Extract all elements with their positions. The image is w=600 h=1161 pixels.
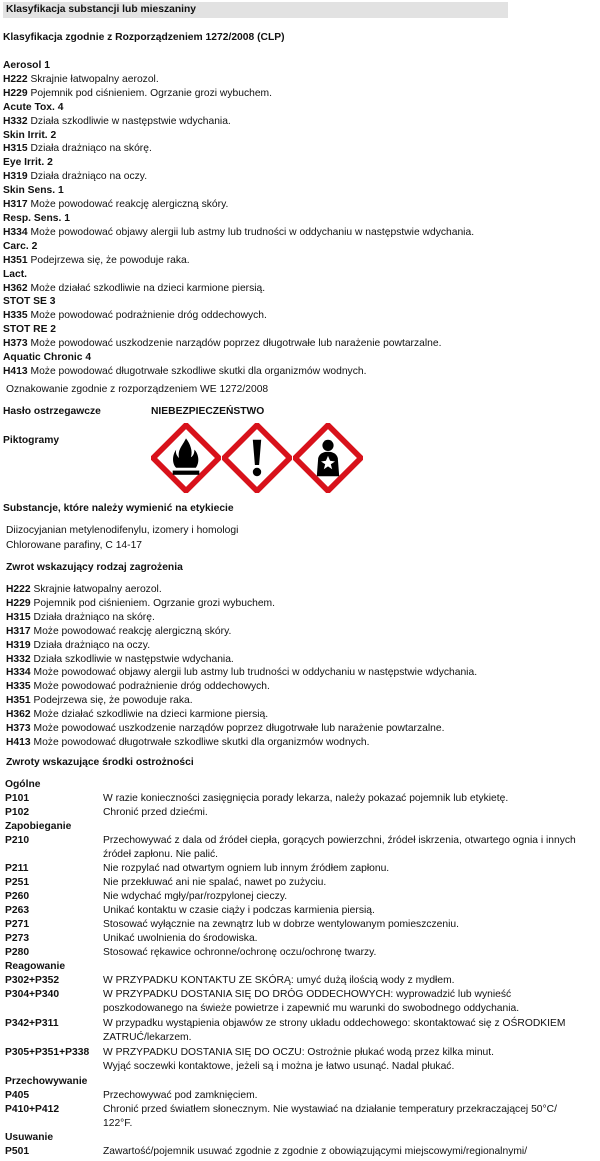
h-code: H334 (3, 226, 28, 238)
h-text: Pojemnik pod ciśnieniem. Ogrzanie grozi wybuchem. (27, 87, 273, 99)
h-text: Może powodować długotrwałe szkodliwe skutki dla organizmów wodnych. (27, 365, 367, 377)
p-text: Unikać kontaktu w czasie ciąży i podczas karmienia piersią. (103, 905, 375, 916)
p-text: W razie konieczności zasięgnięcia porady lekarza, należy pokazać pojemnik lub etykietę. (103, 793, 509, 804)
pictograms-label: Piktogramy (3, 435, 60, 446)
h-text: Działa szkodliwie w następstwie wdychania. (27, 115, 231, 127)
h-code: H317 (6, 625, 31, 637)
substances-title: Substancje, które należy wymienić na etykiecie (3, 503, 234, 514)
subhead-usuwanie: Usuwanie (5, 1132, 54, 1143)
p-code: P101 (5, 793, 30, 804)
h-text: Działa drażniąco na skórę. (30, 611, 155, 623)
h-code: H319 (6, 639, 31, 651)
subhead-przechowywanie: Przechowywanie (5, 1076, 88, 1087)
p-text: Stosować wyłącznie na zewnątrz lub w dobrze wentylowanym pomieszczeniu. (103, 919, 459, 930)
hazard-statement (3, 142, 474, 156)
substance-1: Diizocyjanian metylenodifenylu, izomery i homologi (6, 525, 239, 536)
h-text: Może powodować objawy alergii lub astmy lub trudności w oddychaniu w następstwie wdychania. (27, 226, 475, 238)
hazard-statement (6, 694, 477, 708)
h-text: Działa drażniąco na oczy. (27, 171, 148, 183)
h-text: Może powodować uszkodzenie narządów poprzez długotrwałe lub narażenie powtarzalne. (27, 338, 442, 350)
h-code: H413 (6, 736, 31, 748)
hazard-statement (6, 597, 477, 611)
h-text: Może działać szkodliwie na dzieci karmione piersią. (30, 709, 269, 721)
hazard-statement (3, 198, 474, 212)
p-text: Wyjąć soczewki kontaktowe, jeżeli są i można je łatwo usunąć. Nadal płukać. (103, 1061, 455, 1072)
hazard-category: STOT RE 2 (3, 324, 57, 336)
p-text: Zawartość/pojemnik usuwać zgodnie z zgodnie z obowiązującymi miejscowymi/regionalnymi/ (103, 1146, 528, 1157)
h-text: Działa drażniąco na oczy. (30, 639, 151, 651)
h-code: H222 (3, 73, 28, 85)
h-code: H319 (3, 171, 28, 183)
p-text: Nie wdychać mgły/par/rozpylonej cieczy. (103, 891, 288, 902)
p-code: P305+P351+P338 (5, 1047, 90, 1058)
precaution-title: Zwroty wskazujące środki ostrożności (6, 757, 194, 768)
hazard-category: Aerosol 1 (3, 60, 50, 71)
hazard-statement (6, 722, 477, 736)
subhead-ogolne: Ogólne (5, 779, 41, 790)
h-code: H413 (3, 365, 28, 377)
h-code: H332 (6, 653, 31, 665)
hazard-statement (3, 337, 474, 351)
h-code: H373 (6, 723, 31, 735)
h-code: H335 (3, 310, 28, 322)
p-text: Nie przekłuwać ani nie spalać, nawet po zużyciu. (103, 877, 327, 888)
h-code: H229 (3, 87, 28, 99)
p-code: P304+P340 (5, 989, 60, 1000)
hazard-category: Carc. 2 (3, 240, 38, 252)
h-text: Skrajnie łatwopalny aerozol. (30, 584, 162, 595)
h-code: H362 (6, 709, 31, 721)
h-text: Może powodować reakcję alergiczną skóry. (30, 625, 232, 637)
hazard-title: Zwrot wskazujący rodzaj zagrożenia (6, 562, 183, 573)
h-code: H315 (6, 611, 31, 623)
p-code: P501 (5, 1146, 30, 1157)
h-text: Może działać szkodliwie na dzieci karmione piersią. (27, 282, 266, 294)
hazard-statement (6, 639, 477, 653)
p-text: Przechowywać pod zamknięciem. (103, 1090, 258, 1101)
p-text: Unikać uwolnienia do środowiska. (103, 933, 258, 944)
hazard-statement (6, 736, 477, 750)
h-text: Może powodować objawy alergii lub astmy lub trudności w oddychaniu w następstwie wdychania. (30, 667, 478, 679)
hazard-statement (3, 282, 474, 296)
h-text: Może powodować reakcję alergiczną skóry. (27, 199, 229, 211)
section-header: Klasyfikacja substancji lub mieszaniny (3, 2, 508, 18)
h-code: H317 (3, 199, 28, 211)
p-text: W przypadku wystąpienia objawów ze strony układu oddechowego: skontaktować się z OŚRODKIEM ZATRUĆ/lekarzem. (103, 1018, 566, 1043)
hazard-category: Lact. (3, 268, 28, 280)
hazard-statement (3, 365, 474, 379)
labelling-title: Oznakowanie zgodnie z rozporządzeniem WE 1272/2008 (6, 384, 269, 395)
h-text: Pojemnik pod ciśnieniem. Ogrzanie grozi wybuchem. (30, 597, 276, 609)
hazard-statement (3, 115, 474, 129)
p-code: P342+P311 (5, 1018, 59, 1029)
hazard-category: Eye Irrit. 2 (3, 157, 53, 169)
exclamation-mark-icon (222, 423, 292, 493)
hazard-statement (3, 309, 474, 323)
p-code: P410+P412 (5, 1104, 60, 1115)
flame-icon (151, 423, 221, 493)
subhead-zapobieganie: Zapobieganie (5, 821, 72, 832)
hazard-statement (3, 254, 474, 268)
p-text: W PRZYPADKU DOSTANIA SIĘ DO DRÓG ODDECHOWYCH: wyprowadzić lub wynieść poszkodowanego na świeże powietrze i zapewnić mu warunki do swobodnego oddychania. (103, 989, 520, 1014)
hazard-statements (6, 583, 477, 750)
hazard-category: Skin Irrit. 2 (3, 129, 57, 141)
h-code: H229 (6, 597, 31, 609)
h-text: Może powodować długotrwałe szkodliwe skutki dla organizmów wodnych. (30, 736, 370, 748)
hazard-category: Resp. Sens. 1 (3, 212, 70, 224)
p-text: Nie rozpylać nad otwartym ogniem lub innym źródłem zapłonu. (103, 863, 390, 874)
p-code: P273 (5, 933, 30, 944)
hazard-statement (3, 226, 474, 240)
hazard-category: Aquatic Chronic 4 (3, 352, 92, 364)
p-text: W PRZYPADKU DOSTANIA SIĘ DO OCZU: Ostrożnie płukać wodą przez kilka minut. (103, 1047, 494, 1058)
p-code: P263 (5, 905, 30, 916)
hazard-category: Acute Tox. 4 (3, 101, 64, 113)
hazard-statement (6, 708, 477, 722)
hazard-statement (6, 611, 477, 625)
p-code: P280 (5, 947, 30, 958)
substance-2: Chlorowane parafiny, C 14-17 (6, 540, 143, 551)
h-code: H334 (6, 667, 31, 679)
p-text: Chronić przed dziećmi. (103, 807, 208, 818)
h-text: Może powodować podrażnienie dróg oddechowych. (30, 681, 270, 693)
p-text: Przechowywać z dala od źródeł ciepła, gorących powierzchni, źródeł iskrzenia, otwartego ognia i innych źródeł zapłonu. Nie palić. (103, 835, 576, 860)
h-code: H332 (3, 115, 28, 127)
h-text: Podejrzewa się, że powoduje raka. (27, 254, 190, 266)
h-text: Może powodować podrażnienie dróg oddechowych. (27, 310, 267, 322)
h-text: Działa szkodliwie w następstwie wdychania. (30, 653, 234, 665)
hazard-category: Skin Sens. 1 (3, 185, 64, 197)
hazard-statement (6, 666, 477, 680)
health-hazard-icon (293, 423, 363, 493)
h-code: H315 (3, 143, 28, 155)
p-code: P302+P352 (5, 975, 60, 986)
p-text: Chronić przed światłem słonecznym. Nie wystawiać na działanie temperatury przekraczającej 50°C/ 122°F. (103, 1104, 557, 1129)
p-code: P211 (5, 863, 29, 874)
hazard-statement (3, 170, 474, 184)
hazard-statement (6, 653, 477, 667)
hazard-statement (3, 87, 474, 101)
h-code: H222 (6, 584, 31, 595)
clp-title: Klasyfikacja zgodnie z Rozporządzeniem 1272/2008 (CLP) (3, 32, 285, 43)
hazard-category: STOT SE 3 (3, 296, 56, 308)
h-code: H351 (3, 254, 28, 266)
p-text: Stosować rękawice ochronne/ochronę oczu/ochronę twarzy. (103, 947, 377, 958)
hazard-statement (6, 583, 477, 597)
subhead-reagowanie: Reagowanie (5, 961, 66, 972)
p-code: P271 (5, 919, 30, 930)
p-text: W PRZYPADKU KONTAKTU ZE SKÓRĄ: umyć dużą ilością wody z mydłem. (103, 975, 455, 986)
signal-word-label: Hasło ostrzegawcze (3, 406, 101, 417)
signal-word: NIEBEZPIECZEŃSTWO (151, 406, 265, 417)
p-code: P210 (5, 835, 30, 846)
h-code: H335 (6, 681, 31, 693)
h-text: Skrajnie łatwopalny aerozol. (27, 73, 159, 85)
p-code: P102 (5, 807, 30, 818)
classification-list (3, 59, 474, 379)
h-code: H373 (3, 338, 28, 350)
p-code: P405 (5, 1090, 30, 1101)
hazard-statement (6, 680, 477, 694)
p-code: P260 (5, 891, 30, 902)
h-text: Może powodować uszkodzenie narządów poprzez długotrwałe lub narażenie powtarzalne. (30, 723, 445, 735)
h-code: H362 (3, 282, 28, 294)
p-code: P251 (5, 877, 30, 888)
hazard-statement (3, 73, 474, 87)
h-text: Działa drażniąco na skórę. (27, 143, 152, 155)
hazard-statement (6, 625, 477, 639)
h-code: H351 (6, 695, 31, 707)
h-text: Podejrzewa się, że powoduje raka. (30, 695, 193, 707)
